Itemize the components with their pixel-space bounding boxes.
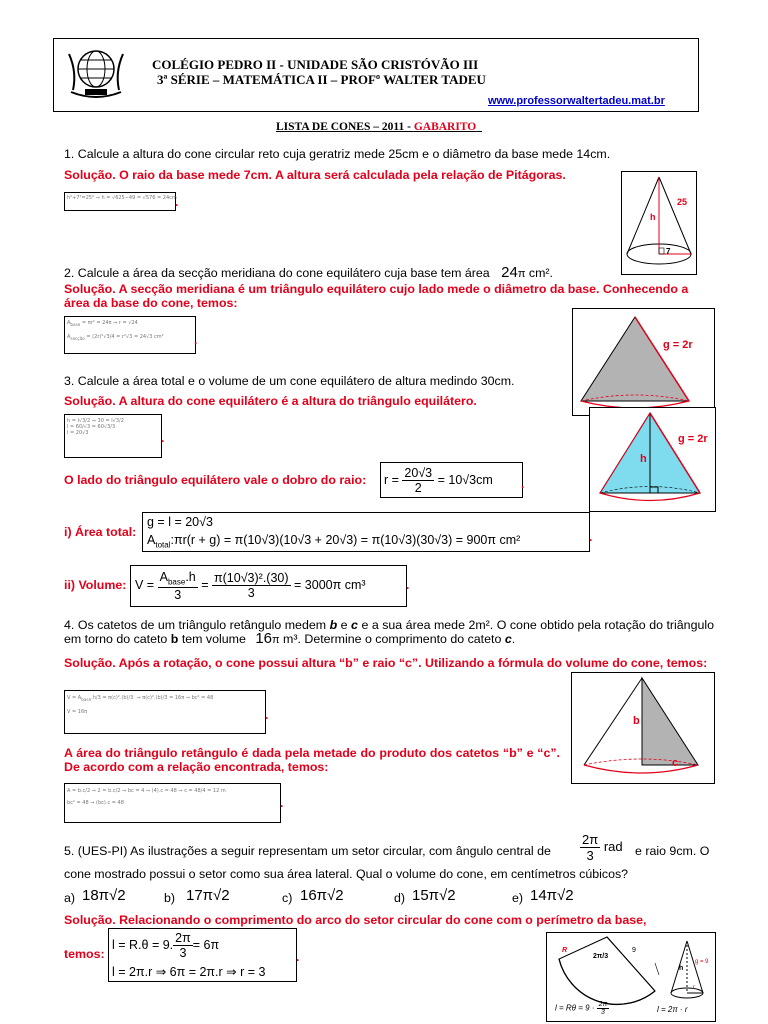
q5-sector-figure (546, 932, 716, 1022)
q4-pi: π (272, 634, 280, 646)
q3-area-eq2-b: :πr(r + g) = π(10√3)(10√3 + 20√3) = π(10√3)(30√3) = 900π cm² (170, 533, 521, 547)
q5-fig-R: R (562, 947, 568, 954)
q4-c2: c (504, 632, 512, 646)
q3-area-eq2-sub: total (155, 540, 171, 550)
q4-solution-2: A área do triângulo retângulo é dada pela metade do produto dos catetos “b” e “c”. De acordo com a relação encontrada, temos: (64, 746, 560, 774)
q4-c: c (351, 618, 358, 632)
q3-lado-lhs: r = (384, 472, 399, 487)
q3-dot-3: . (589, 530, 593, 544)
q2-cone-figure (572, 308, 715, 416)
q2-text-a: 2. Calcule a área da secção meridiana do cone equilátero cuja base tem área (64, 266, 490, 280)
q4-b: b (329, 618, 338, 632)
q4-solution: Solução. Após a rotação, o cone possui altura “b” e raio “c”. Utilizando a fórmula do volume do cone, temos: (64, 656, 708, 670)
q5-equation (108, 928, 300, 982)
q1-solution: Solução. O raio da base mede 7cm. A altura será calculada pela relação de Pitágoras. (64, 168, 566, 182)
q4-dot-2: . (280, 796, 284, 810)
q4-text-c: tem volume (181, 632, 246, 646)
q4-text-d: m³. Determine o comprimento do cateto (283, 632, 502, 646)
q1-fig-r: 7 (666, 247, 671, 256)
q5-angle-num: 2π (582, 832, 599, 847)
q3-lado-den: 2 (414, 481, 422, 495)
q3-dot-2: . (521, 477, 525, 491)
q5-text-a: 5. (UES-PI) As ilustrações a seguir representam um setor circular, com ângulo central de (64, 844, 551, 858)
q5-eq1-b: = 6π (192, 937, 220, 952)
q5-options (64, 887, 624, 909)
q5-eq1-a: l = R.θ = 9. (112, 937, 174, 952)
q3-lado-num: 20√3 (404, 466, 433, 480)
q5-temos: temos: (64, 947, 105, 961)
q5-option-c-value[interactable]: 16π√2 (300, 887, 344, 904)
q3-dot-1: . (161, 431, 165, 445)
q5-fig-formula-2: l = 2π · r (657, 1005, 688, 1014)
q5-option-d-value[interactable]: 15π√2 (412, 887, 456, 904)
q5-fig-formula-1: l = Rθ = 9 · $\frac{2\pi}{3}$ (555, 1001, 608, 1016)
q4-e: e (340, 618, 348, 632)
q5-eq1-den: 3 (179, 946, 187, 960)
q4-fig-c: c (672, 757, 679, 769)
q3-vol-lhs: V = (135, 578, 155, 593)
q3-vol-eq: V = $\frac{A_{base}.h}{3}$ = $\frac{\text{π(10√3)².(30)}}{3}$ = 3000π cm³ (130, 565, 407, 607)
q3-vol-num1: A (159, 570, 168, 584)
q5-option-b-label[interactable]: b) (164, 891, 176, 905)
q5-option-e-value[interactable]: 14π√2 (530, 887, 574, 904)
q5-option-b-value[interactable]: 17π√2 (186, 887, 230, 904)
q5-fig-r: r (693, 985, 695, 991)
school-name: COLÉGIO PEDRO II - UNIDADE SÃO CRISTÓVÃO III (152, 57, 479, 72)
q5-option-d-label[interactable]: d) (394, 891, 406, 905)
q2-area: 24 (501, 264, 518, 281)
q1-dot: . (175, 195, 179, 209)
q2-equation-image: $A_{base} = \pi r^2 = 24\pi$ ⇒ r = √24 $A_{secção} = (2r)^2√3/4 = r^2√3 = 24√3$ cm² (64, 316, 196, 354)
q3-vol-den2: 3 (247, 586, 255, 601)
q5-text-b: e raio 9cm. O (635, 844, 710, 858)
q5-fig-nine: 9 (632, 947, 636, 954)
q1-fig-g: 25 (677, 197, 688, 207)
q3-vol-num1-tail: .h (185, 570, 196, 584)
q3-area-eq1: g = l = 20√3 (147, 515, 213, 529)
q3-vol-num1-sub: base (167, 577, 186, 587)
q4-equation-image-2: A = b.c/2 ⇒ 2 = b.c/2 ⇒ bc = 4 ⇒ (4).c = 48 ⇒ c = 48/4 = 12 m bc² = 48 ⇒ (bc).c = 48 (64, 783, 281, 823)
q5-text-line1 (64, 844, 551, 858)
title-highlight: GABARITO (413, 121, 477, 133)
q4-equation-image: $V = A_{base}.h/3 = \pi(c)^2.(b)/3$ ⇒ π(c)².(b)/3 = 16π ⇒ bc² = 48 V = 16π (64, 690, 266, 734)
q1-cone-figure (621, 171, 697, 275)
q4-dot-1: . (265, 708, 269, 722)
q3-fig-h: h (640, 453, 647, 465)
q3-lado-eq (380, 462, 523, 498)
q3-solution: Solução. A altura do cone equilátero é a altura do triângulo equilátero. (64, 394, 477, 408)
q4-text-a: 4. Os catetos de um triângulo retângulo medem (64, 618, 327, 632)
q5-dot: . (296, 950, 300, 964)
q5-fig-angle: 2π/3 (593, 953, 609, 960)
q1-fig-h: h (650, 212, 656, 222)
q5-option-c-label[interactable]: c) (282, 891, 293, 905)
q4-text-e: . (511, 632, 516, 646)
q5-eq1-num: 2π (175, 931, 191, 945)
q3-lado-rhs: = 10√3cm (437, 472, 493, 487)
q5-option-a-value[interactable]: 18π√2 (82, 887, 126, 904)
q5-angle-den: 3 (586, 848, 594, 863)
q2-pi: π (517, 268, 526, 280)
q5-fig-h: h (679, 965, 684, 972)
q2-dot: . (194, 333, 198, 347)
q2-text-b: cm². (528, 266, 553, 280)
q5-eq2: l = 2π.r ⇒ 6π = 2π.r ⇒ r = 3 (112, 965, 266, 979)
q1-equation-image: h²+7²=25² ⇒ h = √625−49 = √576 = 24cm (64, 192, 176, 211)
q5-fig-g: g = 9 (695, 959, 709, 965)
course-line: 3ª SÉRIE – MATEMÁTICA II – PROFº WALTER TADEU (157, 72, 486, 87)
website-link[interactable]: www.professorwaltertadeu.mat.br (488, 95, 665, 107)
q4-text (64, 618, 714, 647)
q5-option-e-label[interactable]: e) (512, 891, 524, 905)
q1-text: 1. Calcule a altura do cone circular reto cuja geratriz mede 25cm e o diâmetro da base mede 14cm. (64, 147, 611, 161)
q2-text (64, 266, 553, 281)
q5-unit: rad (603, 838, 623, 854)
q3-area-eq2-a: A (147, 533, 156, 547)
q3-cone-figure (589, 407, 716, 512)
q5-text-c: cone mostrado possui o setor como sua área lateral. Qual o volume do cone, em centímetros cúbicos? (64, 867, 629, 881)
q3-vol-num2: π(10√3)².(30) (214, 571, 289, 586)
q5-angle (580, 832, 623, 863)
q4-b2: b (170, 632, 179, 646)
school-logo (63, 42, 129, 102)
q2-solution: Solução. A secção meridiana é um triângulo equilátero cujo lado mede o diâmetro da base. Conhecendo a área da base do cone, temos: (64, 282, 689, 310)
q4-text-b: e a sua área mede 2m². O cone obtido pela rotação do triângulo em torno do cateto (64, 618, 714, 646)
q3-equation-image: h = l√3/2 ⇒ 30 = l√3/2 l = 60/√3 = 60√3/3 l = 20√3 (64, 414, 162, 458)
page-title (276, 121, 482, 133)
q5-option-a-label[interactable]: a) (64, 891, 76, 905)
q4-cone-figure (571, 672, 715, 784)
q5-solution: Solução. Relacionando o comprimento do arco do setor circular do cone com o perímetro da base, (64, 913, 647, 927)
q3-vol-rhs: = 3000π cm³ (294, 578, 366, 593)
q3-vol-den1: 3 (174, 587, 182, 602)
q3-fig-g: g = 2r (678, 433, 708, 445)
q3-lado-text: O lado do triângulo equilátero vale o dobro do raio: (64, 473, 367, 487)
q3-area-label: i) Área total: (64, 525, 137, 539)
q3-area-eq (142, 512, 593, 552)
title-main: LISTA DE CONES – 2011 - (276, 121, 414, 133)
q2-fig-label: g = 2r (663, 339, 693, 351)
q3-dot-4: . (406, 578, 410, 592)
q3-text: 3. Calcule a área total e o volume de um cone equilátero de altura medindo 30cm. (64, 374, 515, 388)
q3-vol-label: ii) Volume: (64, 578, 127, 592)
q4-fig-b: b (633, 715, 640, 727)
q4-vol: 16 (255, 630, 272, 647)
